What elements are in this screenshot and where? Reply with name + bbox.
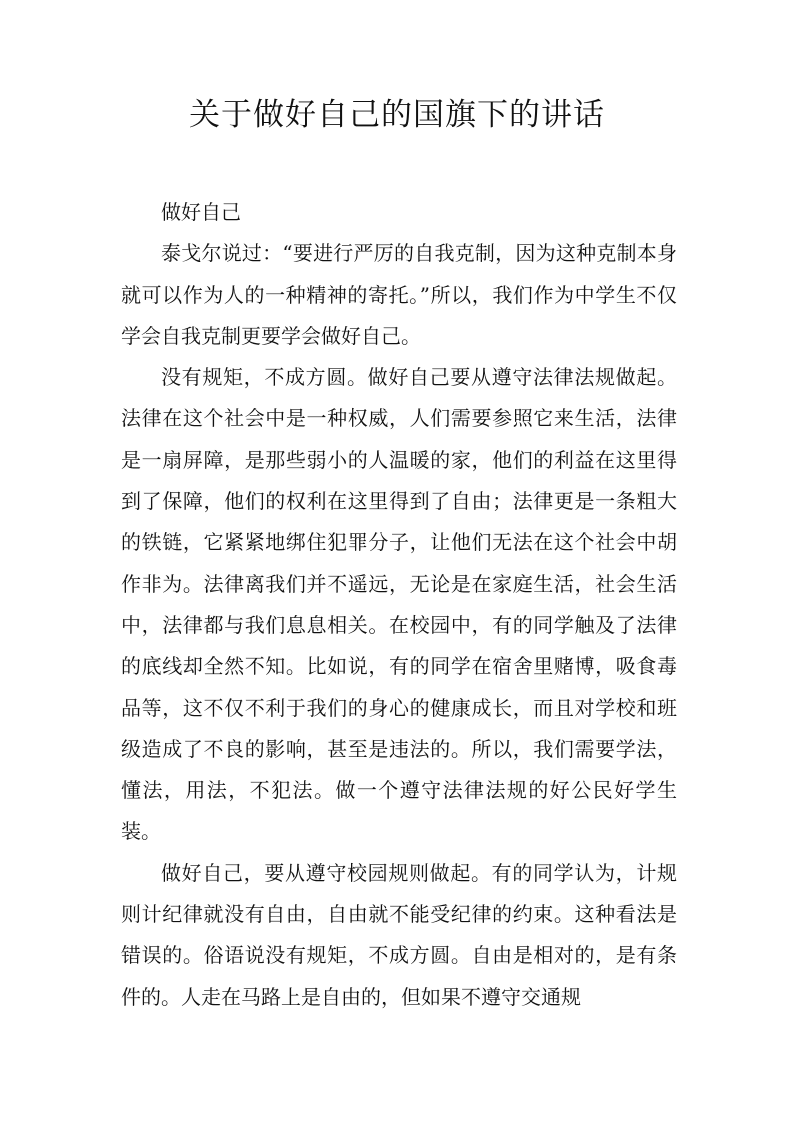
document-title: 关于做好自己的国旗下的讲话 [189,97,605,133]
paragraph-law: 没有规矩，不成方圆。做好自己要从遵守法律法规做起。法律在这个社会中是一种权威，人们需要参照它来生活，法律是一扇屏障，是那些弱小的人温暖的家，他们的利益在这里得到了保障，他们的权利在这里得到了自由；法律更是一条粗大的铁链，它紧紧地绑住犯罪分子，让他们无法在这个社会中胡作非为。法律离我们并不遥远，无论是在家庭生活，社会生活中，法律都与我们息息相关。在校园中，有的同学触及了法律的底线却全然不知。比如说，有的同学在宿舍里赌博，吸食毒品等，这不仅不利于我们的身心的健康成长，而且对学校和班级造成了不良的影响，甚至是违法的。所以，我们需要学法，懂法，用法，不犯法。做一个遵守法律法规的好公民好学生装。 [121,365,677,844]
document-body [121,192,677,1018]
paragraph-heading: 做好自己 [161,200,241,224]
paragraph-quote: 泰戈尔说过：“要进行严厉的自我克制，因为这种克制本身就可以作为人的一种精神的寄托。”所以，我们作为中学生不仅学会自我克制更要学会做好自己。 [121,241,677,348]
paragraph-school-rules: 做好自己，要从遵守校园规则做起。有的同学认为，计规则计纪律就没有自由，自由就不能受纪律的约束。这种看法是错误的。俗语说没有规矩，不成方圆。自由是相对的，是有条件的。人走在马路上是自由的，但如果不遵守交通规 [121,860,677,1009]
